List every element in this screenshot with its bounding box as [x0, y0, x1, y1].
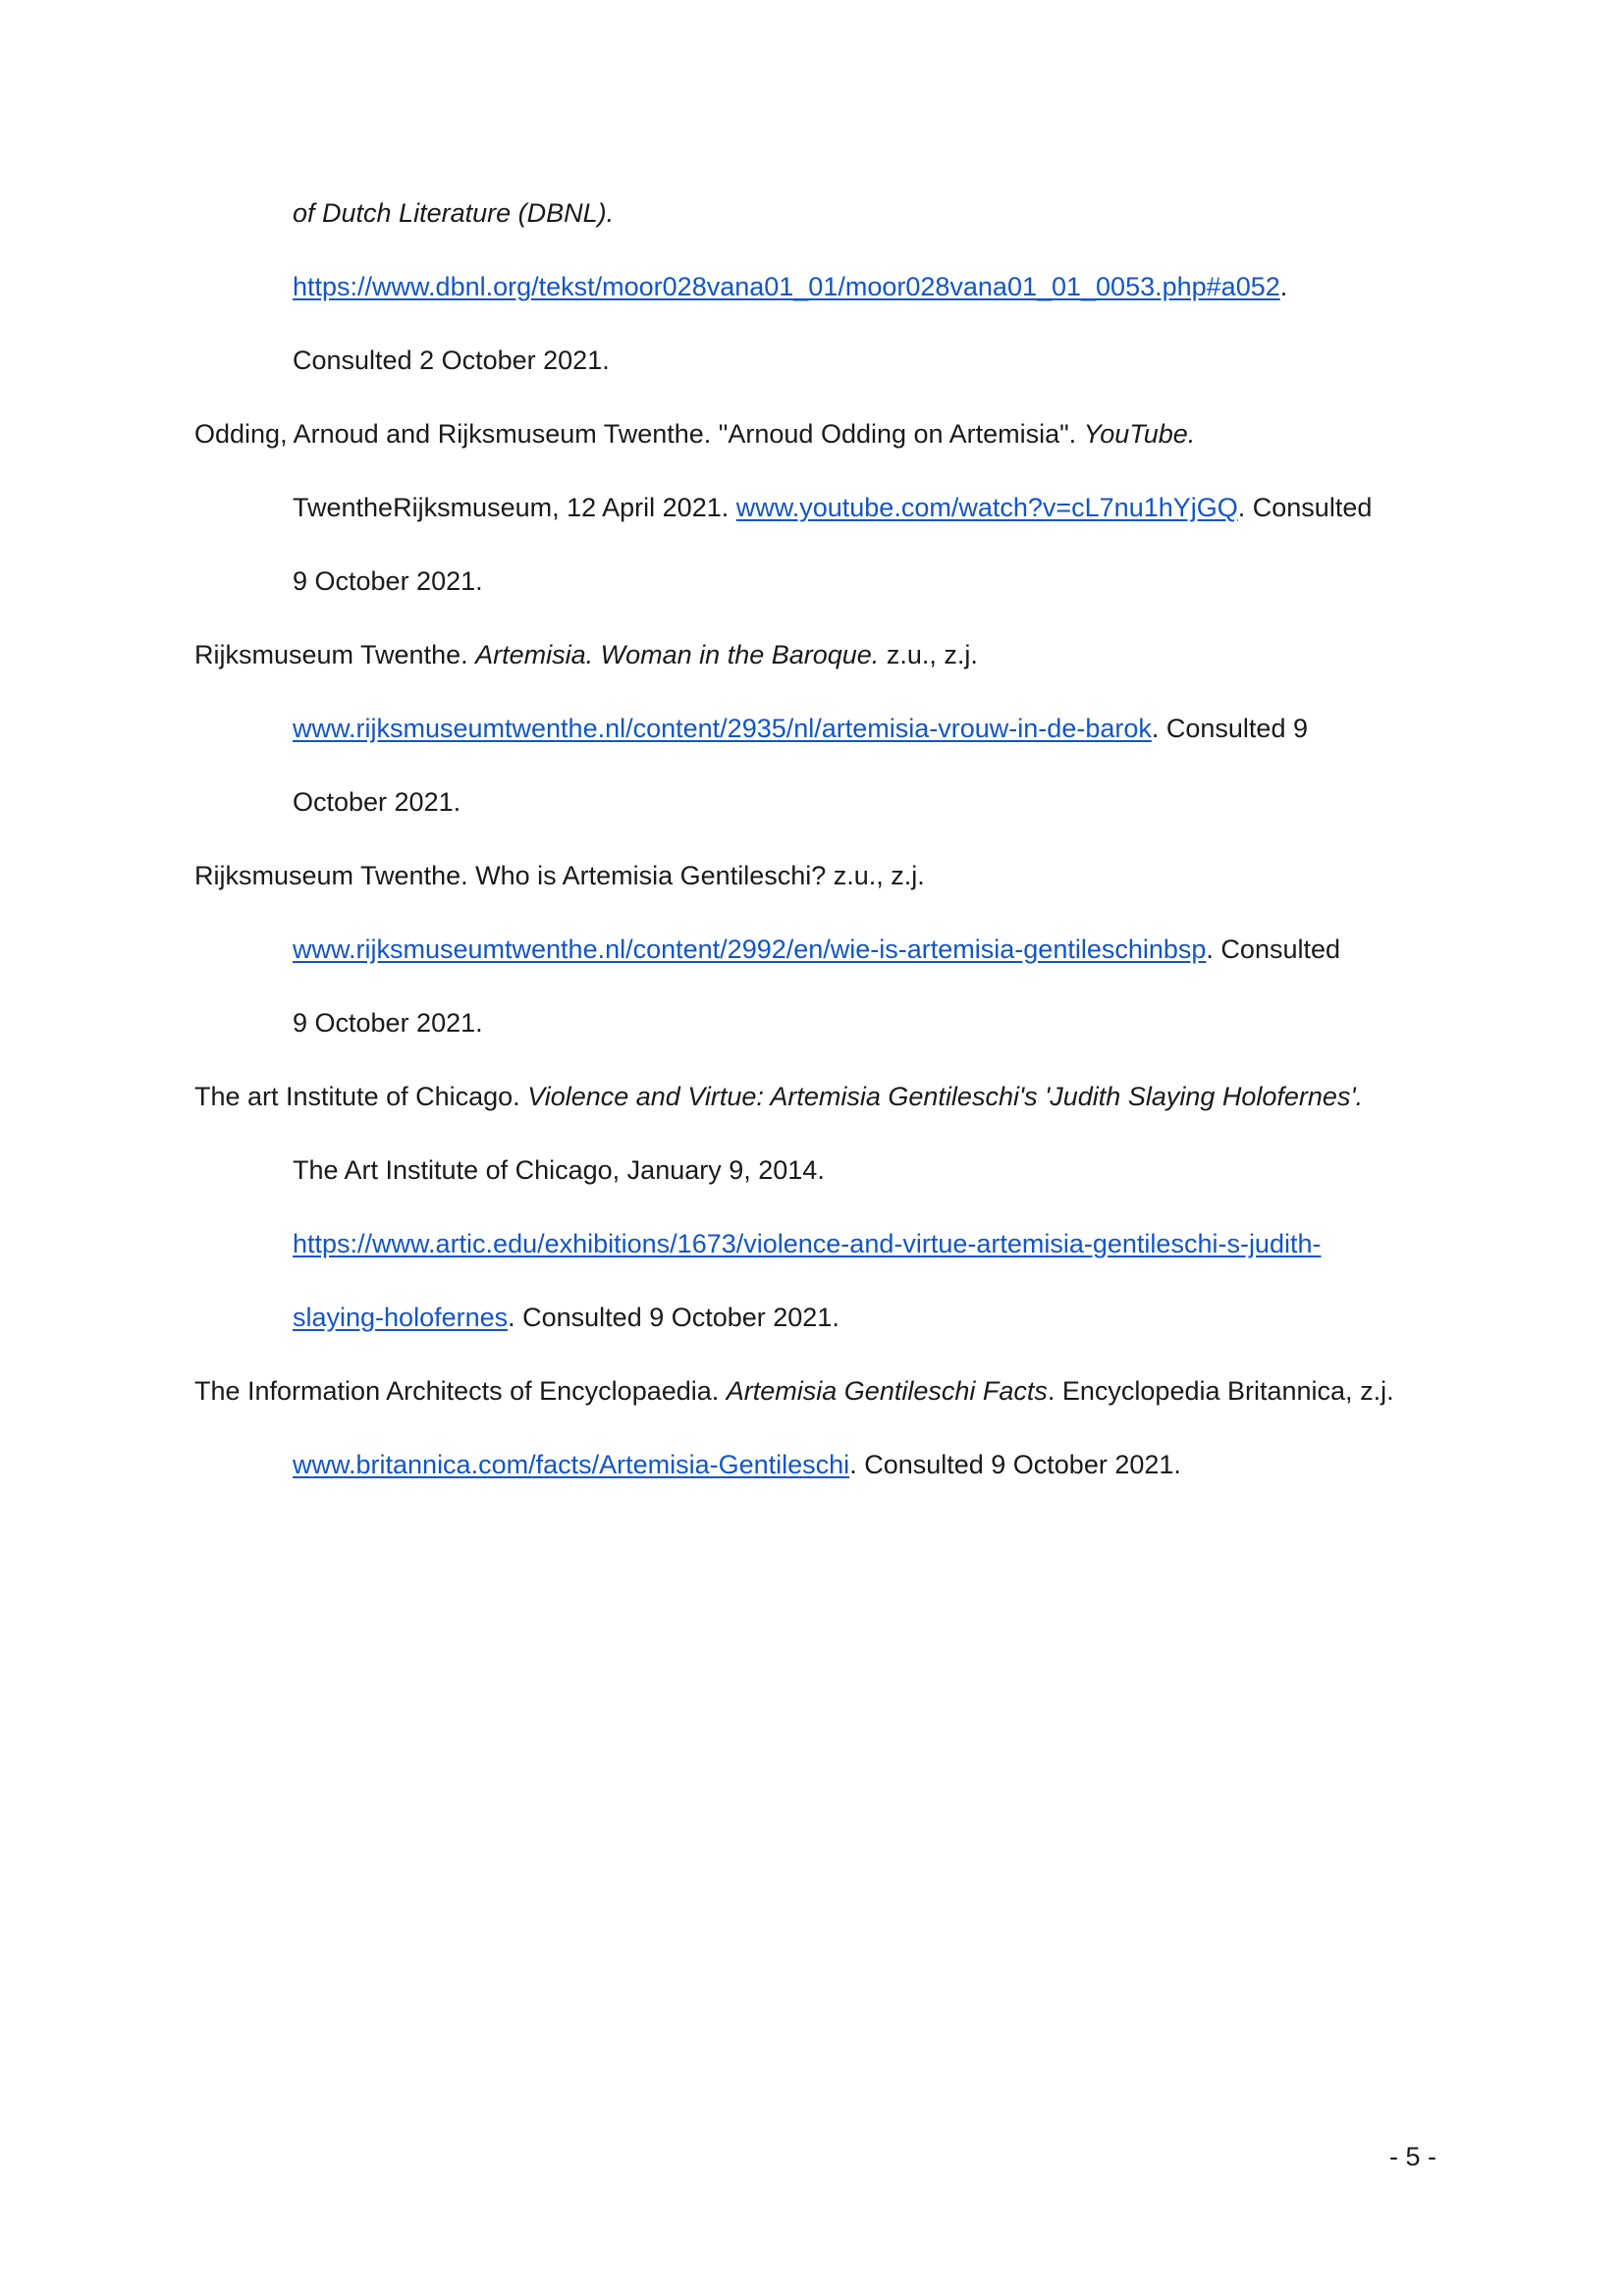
bibliography-entry-first-line [194, 1374, 1394, 1408]
reference-link[interactable]: www.rijksmuseumtwenthe.nl/content/2935/nl/artemisia-vrouw-in-de-barok [293, 714, 1152, 743]
line-text: 9 October 2021. [293, 566, 483, 596]
line-text-after: z.u., z.j. [879, 640, 978, 669]
bibliography-line [293, 344, 610, 377]
bibliography-line [293, 196, 614, 230]
bibliography-line [293, 933, 1340, 966]
work-title: Violence and Virtue: Artemisia Gentileschi's 'Judith Slaying Holofernes'. [527, 1082, 1364, 1111]
line-text: Consulted 2 October 2021. [293, 346, 610, 375]
reference-link[interactable]: www.youtube.com/watch?v=cL7nu1hYjGQ [735, 493, 1238, 522]
bibliography-line [293, 564, 483, 598]
bibliography-entry-first-line [194, 859, 925, 892]
line-text-after: . Consulted [1237, 493, 1373, 522]
line-text-after: . [1279, 272, 1288, 301]
bibliography-entry-first-line [194, 417, 1195, 451]
line-text: Rijksmuseum Twenthe. [194, 640, 476, 669]
line-text: Rijksmuseum Twenthe. Who is Artemisia Gentileschi? z.u., z.j. [194, 861, 925, 890]
reference-link[interactable]: www.britannica.com/facts/Artemisia-Gentileschi [293, 1450, 850, 1479]
bibliography-line [293, 491, 1372, 524]
work-title: Artemisia Gentileschi Facts [726, 1376, 1048, 1406]
line-text: The Art Institute of Chicago, January 9, 2014. [293, 1155, 825, 1185]
bibliography-entry-first-line [194, 638, 978, 671]
bibliography-line [293, 712, 1308, 745]
work-title: Artemisia. Woman in the Baroque. [475, 640, 880, 669]
line-text-after: . Encyclopedia Britannica, z.j. [1047, 1376, 1394, 1406]
bibliography-line [293, 270, 1287, 303]
reference-link[interactable]: slaying-holofernes [293, 1303, 509, 1332]
bibliography-line [293, 1006, 483, 1040]
reference-link[interactable]: www.rijksmuseumtwenthe.nl/content/2992/en/wie-is-artemisia-gentileschinbsp [293, 934, 1207, 964]
line-text-after: . Consulted 9 October 2021. [508, 1303, 839, 1332]
bibliography-line [293, 785, 460, 819]
bibliography-line [293, 1301, 839, 1334]
line-text: The art Institute of Chicago. [194, 1082, 528, 1111]
line-text: 9 October 2021. [293, 1008, 483, 1038]
work-title: YouTube. [1083, 419, 1196, 449]
line-text: The Information Architects of Encyclopaedia. [194, 1376, 727, 1406]
line-text: October 2021. [293, 787, 461, 817]
line-text-after: . Consulted 9 October 2021. [849, 1450, 1181, 1479]
bibliography-line [293, 1153, 825, 1187]
reference-link[interactable]: https://www.artic.edu/exhibitions/1673/violence-and-virtue-artemisia-gentileschi-s-judith- [293, 1229, 1322, 1258]
line-text-after: . Consulted [1206, 934, 1341, 964]
work-title: of Dutch Literature (DBNL). [293, 198, 615, 228]
reference-link[interactable]: https://www.dbnl.org/tekst/moor028vana01_01/moor028vana01_01_0053.php#a052 [293, 272, 1280, 301]
page-number: - 5 - [1389, 2142, 1437, 2171]
line-text: TwentheRijksmuseum, 12 April 2021. [293, 493, 736, 522]
line-text-after: . Consulted 9 [1151, 714, 1308, 743]
line-text: Odding, Arnoud and Rijksmuseum Twenthe. "Arnoud Odding on Artemisia". [194, 419, 1084, 449]
bibliography-line [293, 1227, 1321, 1260]
bibliography-line [293, 1448, 1181, 1481]
bibliography-entry-first-line [194, 1080, 1363, 1113]
